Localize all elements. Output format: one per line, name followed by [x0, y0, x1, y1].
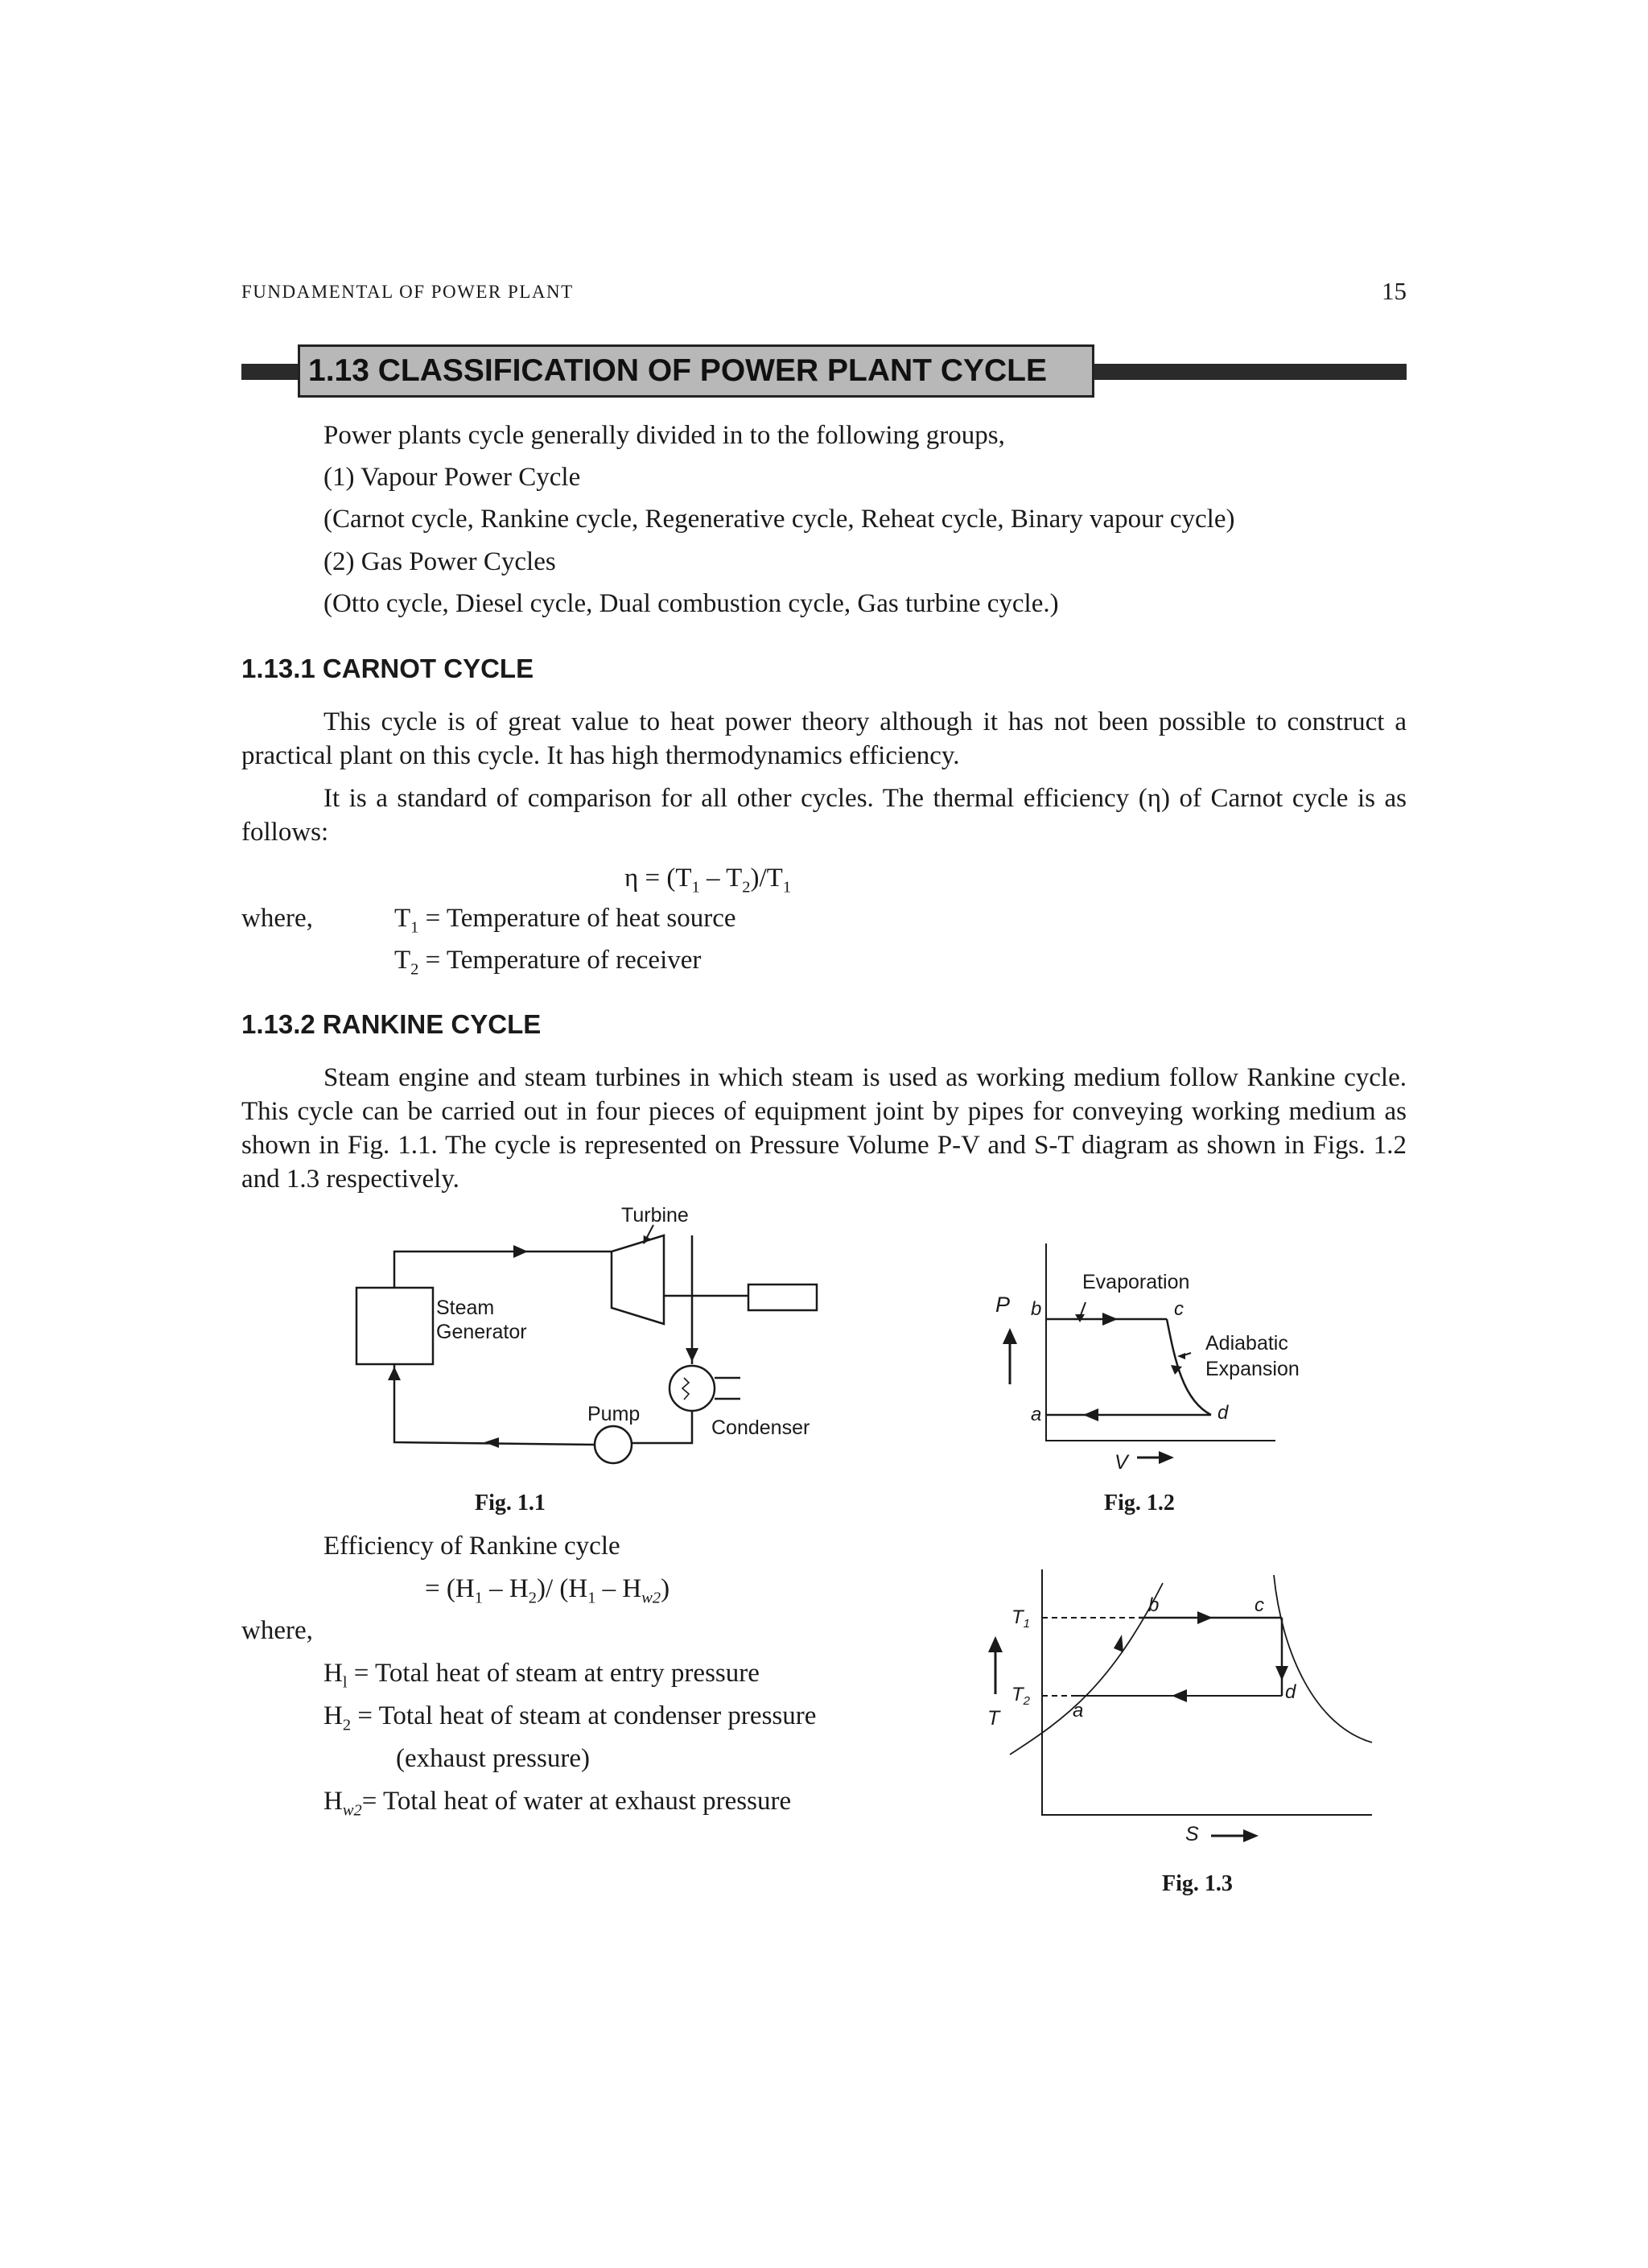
pv-point-a: a — [1031, 1404, 1042, 1425]
ts-s-axis-label: S — [1185, 1823, 1199, 1845]
fig-1-1-caption: Fig. 1.1 — [475, 1491, 546, 1515]
fig-1-2-caption: Fig. 1.2 — [1104, 1491, 1175, 1515]
pv-point-c: c — [1174, 1298, 1184, 1320]
ts-t1-label: $T_1$ — [1011, 1606, 1031, 1631]
carnot-where: where, — [241, 904, 313, 933]
pump-symbol — [595, 1426, 632, 1463]
ts-point-d: d — [1285, 1681, 1296, 1703]
group-2: (2) Gas Power Cycles — [323, 547, 556, 576]
carnot-t2-definition: $T_2$ = Temperature of receiver — [394, 946, 702, 979]
turbine-symbol — [612, 1235, 664, 1324]
rankine-efficiency-label: Efficiency of Rankine cycle — [323, 1532, 620, 1561]
page-number: 15 — [1382, 277, 1407, 305]
rankine-h2-definition: $H_2$ = Total heat of steam at condenser pressure — [323, 1701, 817, 1734]
fig-1-3-caption: Fig. 1.3 — [1162, 1871, 1233, 1896]
rankine-paragraph: Steam engine and steam turbines in which steam is used as working medium follow Rankine cycle. This cycle can be carried out in four pieces of equipment joint by pipes for conveying working medium as shown in Fig. 1.1. The cycle is represented on Pressure Volume P-V and S-T diagram as shown in Figs. 1.2 and 1.3 respectively. — [241, 1063, 1407, 1194]
group-1-list: (Carnot cycle, Rankine cycle, Regenerative cycle, Reheat cycle, Binary vapour cycle) — [323, 505, 1235, 534]
group-2-list: (Otto cycle, Diesel cycle, Dual combustion cycle, Gas turbine cycle.) — [323, 589, 1059, 618]
ts-axes — [1042, 1569, 1372, 1815]
saturated-vapour-line — [1274, 1575, 1372, 1742]
condenser-symbol — [670, 1366, 715, 1411]
evaporation-label: Evaporation — [1082, 1271, 1190, 1293]
steam-generator-box — [356, 1288, 433, 1364]
pv-point-d: d — [1217, 1402, 1229, 1424]
pv-p-label: P — [995, 1293, 1011, 1317]
generator-label: Generator — [436, 1321, 527, 1343]
ts-diagram — [970, 1557, 1388, 1863]
adiabatic-label: Adiabatic — [1205, 1332, 1288, 1355]
ts-t2-label: $T_2$ — [1011, 1684, 1031, 1708]
carnot-t1-definition: $T_1$ = Temperature of heat source — [394, 904, 736, 937]
rankine-where: where, — [241, 1616, 313, 1645]
carnot-paragraph-1: This cycle is of great value to heat power theory although it has not been possible to construct a practical plant on this cycle. It has high thermodynamics efficiency. — [241, 707, 1407, 770]
rankine-hw2-definition: $H_{w2}=$ Total heat of water at exhaust pressure — [323, 1787, 792, 1820]
steam-label: Steam — [436, 1297, 495, 1319]
condenser-label: Condenser — [711, 1416, 810, 1439]
rankine-heading: 1.13.2 RANKINE CYCLE — [241, 1009, 542, 1039]
section-title: 1.13 CLASSIFICATION OF POWER PLANT CYCLE — [298, 344, 1094, 398]
ts-point-b: b — [1148, 1594, 1160, 1616]
pv-diagram — [970, 1231, 1324, 1481]
saturated-liquid-line — [1010, 1583, 1163, 1755]
pv-point-b: b — [1031, 1298, 1042, 1320]
rankine-plant-schematic — [338, 1207, 837, 1481]
rankine-h1-definition: $H_l$ = Total heat of steam at entry pressure — [323, 1659, 760, 1692]
generator-load-box — [748, 1285, 817, 1310]
ts-point-a: a — [1073, 1700, 1084, 1722]
pv-v-label: V — [1114, 1451, 1128, 1474]
group-1: (1) Vapour Power Cycle — [323, 463, 581, 492]
expansion-label: Expansion — [1205, 1358, 1300, 1380]
ts-point-c: c — [1255, 1594, 1264, 1616]
condensate-line — [632, 1411, 692, 1443]
pump-label: Pump — [587, 1403, 641, 1425]
ts-t-axis-label: T — [987, 1707, 1000, 1730]
carnot-paragraph-2: It is a standard of comparison for all other cycles. The thermal efficiency (η) of Carnot cycle is as follows: — [241, 784, 1407, 847]
steam-line — [394, 1252, 612, 1288]
carnot-efficiency-formula: $\eta = (T_1 - T_2)/T_1$ — [624, 864, 792, 897]
running-head: FUNDAMENTAL OF POWER PLANT — [241, 282, 574, 302]
rankine-h2-note: (exhaust pressure) — [396, 1744, 590, 1773]
feed-line — [394, 1364, 595, 1445]
section-intro: Power plants cycle generally divided in to the following groups, — [323, 421, 1005, 450]
carnot-heading: 1.13.1 CARNOT CYCLE — [241, 654, 534, 683]
turbine-label: Turbine — [621, 1207, 689, 1227]
rankine-efficiency-formula: = $(H_1 - H_2)/$ $(H_1 - H_{w2})$ — [425, 1574, 670, 1607]
